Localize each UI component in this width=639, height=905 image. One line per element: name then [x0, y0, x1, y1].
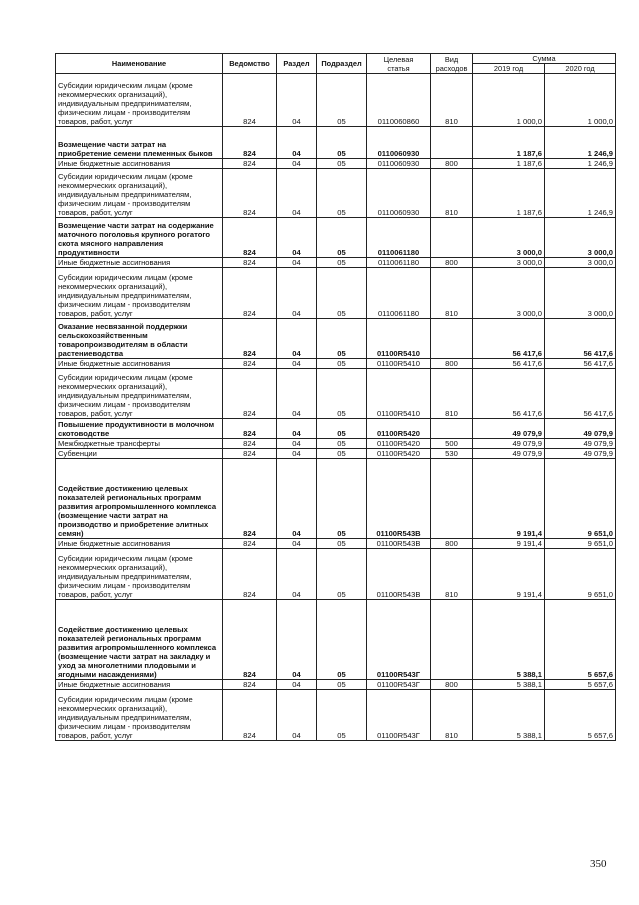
cell-vedomstvo: 824 [223, 159, 277, 169]
cell-podrazdel: 05 [317, 369, 367, 419]
cell-expense-type: 800 [431, 159, 473, 169]
cell-name: Межбюджетные трансферты [56, 439, 223, 449]
cell-sum-2020: 5 657,6 [545, 600, 616, 680]
cell-target-article: 01100R5410 [367, 359, 431, 369]
cell-razdel: 04 [277, 449, 317, 459]
cell-sum-2019: 3 000,0 [473, 268, 545, 319]
table-row [56, 258, 616, 268]
cell-expense-type [431, 419, 473, 439]
cell-expense-type: 810 [431, 268, 473, 319]
cell-sum-2019: 56 417,6 [473, 319, 545, 359]
cell-sum-2019: 56 417,6 [473, 359, 545, 369]
cell-target-article: 01100R5420 [367, 439, 431, 449]
table-row [56, 169, 616, 218]
cell-vedomstvo: 824 [223, 419, 277, 439]
cell-podrazdel: 05 [317, 169, 367, 218]
cell-expense-type: 800 [431, 258, 473, 268]
cell-vedomstvo: 824 [223, 600, 277, 680]
cell-target-article: 01100R543Г [367, 690, 431, 741]
cell-vedomstvo: 824 [223, 449, 277, 459]
cell-expense-type: 800 [431, 539, 473, 549]
cell-razdel: 04 [277, 258, 317, 268]
cell-vedomstvo: 824 [223, 169, 277, 218]
cell-sum-2020: 5 657,6 [545, 690, 616, 741]
cell-expense-type [431, 127, 473, 159]
cell-target-article: 01100R543Г [367, 600, 431, 680]
cell-sum-2020: 3 000,0 [545, 258, 616, 268]
cell-sum-2020: 9 651,0 [545, 459, 616, 539]
cell-sum-2019: 49 079,9 [473, 419, 545, 439]
cell-vedomstvo: 824 [223, 218, 277, 258]
cell-expense-type: 810 [431, 169, 473, 218]
cell-podrazdel: 05 [317, 319, 367, 359]
cell-podrazdel: 05 [317, 549, 367, 600]
cell-target-article: 01100R543Г [367, 680, 431, 690]
cell-name: Иные бюджетные ассигнования [56, 680, 223, 690]
header-summa: Сумма [473, 54, 616, 64]
cell-sum-2020: 1 246,9 [545, 127, 616, 159]
cell-name: Субвенции [56, 449, 223, 459]
cell-sum-2019: 3 000,0 [473, 258, 545, 268]
cell-sum-2020: 49 079,9 [545, 419, 616, 439]
cell-podrazdel: 05 [317, 74, 367, 127]
cell-vedomstvo: 824 [223, 74, 277, 127]
cell-expense-type [431, 459, 473, 539]
table-row [56, 127, 616, 159]
cell-sum-2020: 49 079,9 [545, 439, 616, 449]
cell-name: Субсидии юридическим лицам (кроме некоммерческих организаций), индивидуальным предпринимателям, физическим лицам - производителям товаров, работ, услуг [56, 690, 223, 741]
cell-name: Иные бюджетные ассигнования [56, 539, 223, 549]
cell-podrazdel: 05 [317, 359, 367, 369]
cell-razdel: 04 [277, 359, 317, 369]
cell-razdel: 04 [277, 74, 317, 127]
cell-razdel: 04 [277, 319, 317, 359]
cell-expense-type: 810 [431, 549, 473, 600]
cell-razdel: 04 [277, 690, 317, 741]
cell-target-article: 0110061180 [367, 218, 431, 258]
header-vedomstvo: Ведомство [223, 54, 277, 74]
cell-sum-2019: 56 417,6 [473, 369, 545, 419]
cell-sum-2020: 9 651,0 [545, 549, 616, 600]
header-vid-line1: Вид [444, 54, 459, 64]
header-year-2020: 2020 год [545, 64, 616, 74]
cell-expense-type: 810 [431, 690, 473, 741]
cell-podrazdel: 05 [317, 258, 367, 268]
cell-name: Иные бюджетные ассигнования [56, 359, 223, 369]
cell-target-article: 0110061180 [367, 268, 431, 319]
table-row [56, 539, 616, 549]
cell-expense-type [431, 600, 473, 680]
cell-vedomstvo: 824 [223, 690, 277, 741]
cell-name: Субсидии юридическим лицам (кроме некоммерческих организаций), индивидуальным предпринимателям, физическим лицам - производителям товаров, работ, услуг [56, 268, 223, 319]
table-row [56, 680, 616, 690]
cell-target-article: 0110061180 [367, 258, 431, 268]
cell-sum-2019: 9 191,4 [473, 549, 545, 600]
cell-expense-type: 500 [431, 439, 473, 449]
cell-razdel: 04 [277, 549, 317, 600]
cell-podrazdel: 05 [317, 419, 367, 439]
table-row [56, 369, 616, 419]
cell-name: Иные бюджетные ассигнования [56, 258, 223, 268]
cell-vedomstvo: 824 [223, 127, 277, 159]
cell-sum-2019: 49 079,9 [473, 439, 545, 449]
cell-vedomstvo: 824 [223, 539, 277, 549]
cell-target-article: 01100R5420 [367, 449, 431, 459]
cell-sum-2019: 1 187,6 [473, 159, 545, 169]
page-number: 350 [590, 858, 607, 870]
cell-razdel: 04 [277, 439, 317, 449]
cell-sum-2020: 56 417,6 [545, 319, 616, 359]
cell-sum-2020: 3 000,0 [545, 218, 616, 258]
cell-expense-type: 810 [431, 369, 473, 419]
cell-name: Возмещение части затрат на приобретение семени племенных быков [56, 127, 223, 159]
cell-razdel: 04 [277, 127, 317, 159]
cell-razdel: 04 [277, 459, 317, 539]
cell-vedomstvo: 824 [223, 459, 277, 539]
table-row [56, 359, 616, 369]
cell-sum-2019: 9 191,4 [473, 539, 545, 549]
cell-name: Субсидии юридическим лицам (кроме некоммерческих организаций), индивидуальным предпринимателям, физическим лицам - производителям товаров, работ, услуг [56, 74, 223, 127]
cell-target-article: 01100R5420 [367, 419, 431, 439]
table-row [56, 439, 616, 449]
cell-expense-type [431, 218, 473, 258]
cell-vedomstvo: 824 [223, 439, 277, 449]
cell-podrazdel: 05 [317, 539, 367, 549]
table-row [56, 218, 616, 258]
cell-target-article: 0110060930 [367, 169, 431, 218]
cell-razdel: 04 [277, 369, 317, 419]
table-row [56, 159, 616, 169]
cell-target-article: 01100R5410 [367, 369, 431, 419]
cell-sum-2019: 1 000,0 [473, 74, 545, 127]
cell-sum-2019: 1 187,6 [473, 127, 545, 159]
header-year-2019: 2019 год [473, 64, 545, 74]
cell-podrazdel: 05 [317, 459, 367, 539]
header-expense-type [431, 54, 473, 74]
cell-podrazdel: 05 [317, 127, 367, 159]
cell-podrazdel: 05 [317, 690, 367, 741]
budget-table [55, 53, 616, 741]
cell-sum-2020: 3 000,0 [545, 268, 616, 319]
cell-sum-2019: 5 388,1 [473, 680, 545, 690]
cell-vedomstvo: 824 [223, 319, 277, 359]
cell-razdel: 04 [277, 600, 317, 680]
cell-sum-2020: 1 246,9 [545, 159, 616, 169]
cell-name: Субсидии юридическим лицам (кроме некоммерческих организаций), индивидуальным предпринимателям, физическим лицам - производителям товаров, работ, услуг [56, 549, 223, 600]
cell-sum-2020: 56 417,6 [545, 359, 616, 369]
cell-expense-type [431, 319, 473, 359]
cell-sum-2019: 5 388,1 [473, 600, 545, 680]
cell-razdel: 04 [277, 159, 317, 169]
cell-razdel: 04 [277, 218, 317, 258]
cell-target-article: 0110060930 [367, 127, 431, 159]
cell-sum-2020: 1 246,9 [545, 169, 616, 218]
cell-name: Повышение продуктивности в молочном скотоводстве [56, 419, 223, 439]
table-row [56, 549, 616, 600]
cell-name: Оказание несвязанной поддержки сельскохозяйственным товаропроизводителям в области растениеводства [56, 319, 223, 359]
cell-name: Возмещение части затрат на содержание маточного поголовья крупного рогатого скота мясного направления продуктивности [56, 218, 223, 258]
table-row [56, 459, 616, 539]
cell-vedomstvo: 824 [223, 549, 277, 600]
cell-razdel: 04 [277, 419, 317, 439]
table-row [56, 690, 616, 741]
table-row [56, 268, 616, 319]
cell-name: Субсидии юридическим лицам (кроме некоммерческих организаций), индивидуальным предпринимателям, физическим лицам - производителям товаров, работ, услуг [56, 369, 223, 419]
cell-name: Содействие достижению целевых показателей региональных программ развития агропромышленного комплекса (возмещение части затрат на закладку и уход за многолетними плодовыми и ягодными насаждениями) [56, 600, 223, 680]
cell-vedomstvo: 824 [223, 369, 277, 419]
cell-podrazdel: 05 [317, 680, 367, 690]
table-row [56, 449, 616, 459]
cell-sum-2020: 1 000,0 [545, 74, 616, 127]
cell-vedomstvo: 824 [223, 359, 277, 369]
cell-razdel: 04 [277, 169, 317, 218]
table-body [56, 74, 616, 741]
cell-podrazdel: 05 [317, 218, 367, 258]
cell-podrazdel: 05 [317, 268, 367, 319]
cell-expense-type: 530 [431, 449, 473, 459]
header-target-article [367, 54, 431, 74]
header-target-line1: Целевая [383, 54, 414, 64]
cell-sum-2020: 9 651,0 [545, 539, 616, 549]
cell-sum-2019: 1 187,6 [473, 169, 545, 218]
cell-sum-2020: 56 417,6 [545, 369, 616, 419]
table-row [56, 319, 616, 359]
cell-vedomstvo: 824 [223, 258, 277, 268]
cell-target-article: 0110060860 [367, 74, 431, 127]
cell-vedomstvo: 824 [223, 268, 277, 319]
cell-target-article: 01100R543B [367, 539, 431, 549]
cell-name: Иные бюджетные ассигнования [56, 159, 223, 169]
cell-name: Содействие достижению целевых показателей региональных программ развития агропромышленного комплекса (возмещение части затрат на производство и приобретение элитных семян) [56, 459, 223, 539]
cell-podrazdel: 05 [317, 159, 367, 169]
cell-sum-2020: 5 657,6 [545, 680, 616, 690]
table-row [56, 74, 616, 127]
budget-table-sheet [55, 53, 615, 741]
cell-vedomstvo: 824 [223, 680, 277, 690]
cell-sum-2019: 9 191,4 [473, 459, 545, 539]
header-target-line2: статья [387, 63, 410, 73]
cell-razdel: 04 [277, 539, 317, 549]
cell-target-article: 01100R543B [367, 459, 431, 539]
cell-name: Субсидии юридическим лицам (кроме некоммерческих организаций), индивидуальным предпринимателям, физическим лицам - производителям товаров, работ, услуг [56, 169, 223, 218]
cell-sum-2019: 3 000,0 [473, 218, 545, 258]
cell-expense-type: 810 [431, 74, 473, 127]
cell-razdel: 04 [277, 268, 317, 319]
cell-sum-2019: 5 388,1 [473, 690, 545, 741]
cell-target-article: 0110060930 [367, 159, 431, 169]
cell-sum-2020: 49 079,9 [545, 449, 616, 459]
header-name: Наименование [56, 54, 223, 74]
table-row [56, 419, 616, 439]
cell-razdel: 04 [277, 680, 317, 690]
header-podrazdel: Подраздел [317, 54, 367, 74]
cell-target-article: 01100R5410 [367, 319, 431, 359]
cell-podrazdel: 05 [317, 439, 367, 449]
cell-target-article: 01100R543B [367, 549, 431, 600]
cell-expense-type: 800 [431, 680, 473, 690]
cell-podrazdel: 05 [317, 449, 367, 459]
table-row [56, 600, 616, 680]
header-razdel: Раздел [277, 54, 317, 74]
cell-expense-type: 800 [431, 359, 473, 369]
cell-sum-2019: 49 079,9 [473, 449, 545, 459]
cell-podrazdel: 05 [317, 600, 367, 680]
header-vid-line2: расходов [435, 63, 468, 73]
